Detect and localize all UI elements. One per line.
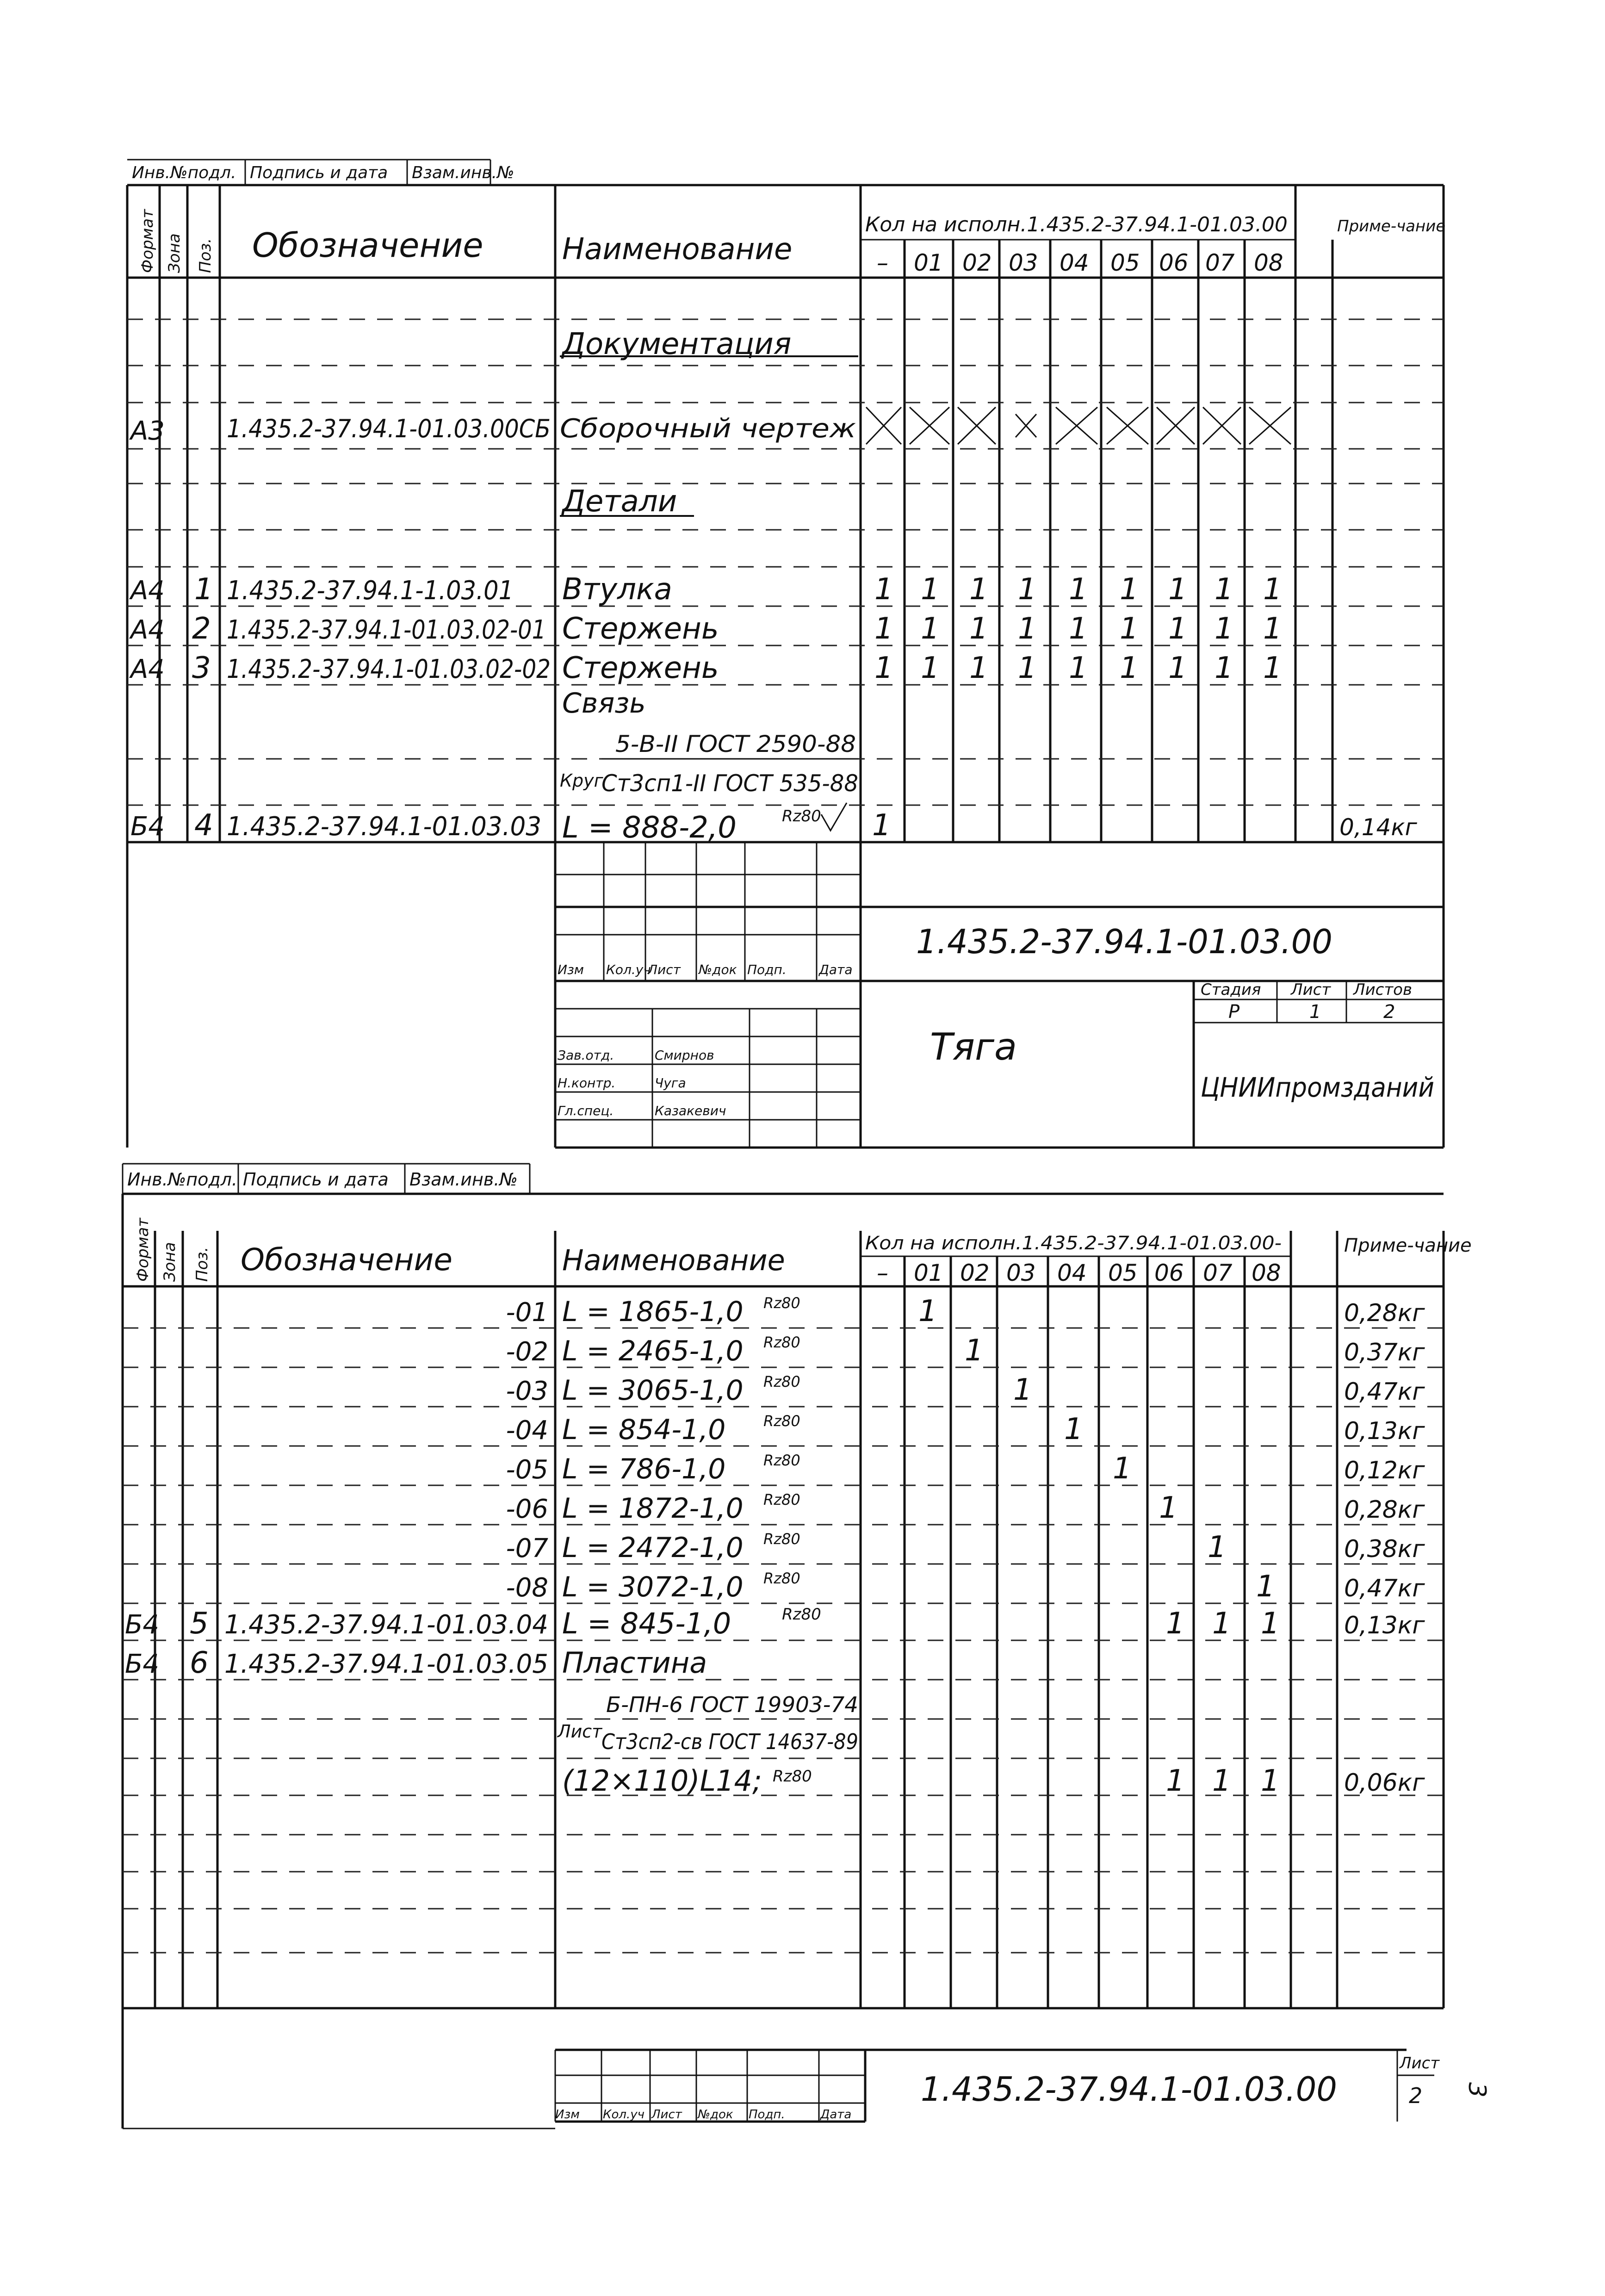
tb-col-ndoc: №док <box>699 962 737 977</box>
row5-rz: Rz80 <box>782 1605 821 1624</box>
row1-pos: 1 <box>194 572 213 607</box>
variant-designation: -01 <box>506 1297 548 1328</box>
s2-header-designation: Обозначение <box>241 1242 452 1278</box>
row1-qty-7: 1 <box>1215 572 1233 607</box>
header-qty-title: Кол на исполн.1.435.2-37.94.1-01.03.00 <box>865 213 1288 236</box>
s2-qty-col-7: 07 <box>1203 1260 1233 1286</box>
variant-mass-note: 0,28кг <box>1344 1299 1425 1327</box>
qty-col-4: 04 <box>1060 249 1089 276</box>
row5-qty-07: 1 <box>1212 1607 1231 1641</box>
row5-note: 0,13кг <box>1344 1612 1425 1639</box>
link-format: Б4 <box>130 812 165 842</box>
row3-qty-5: 1 <box>1120 651 1139 685</box>
tb-col-podp: Подп. <box>747 962 787 977</box>
tb-person-2: Чуга <box>655 1075 686 1091</box>
s2-qty-col-2: 02 <box>960 1260 990 1286</box>
variant-qty: 1 <box>1013 1373 1032 1407</box>
row1-qty-3: 1 <box>1018 572 1037 607</box>
link-pos: 4 <box>194 808 213 843</box>
row2-format: А4 <box>130 615 165 645</box>
row3-name: Стержень <box>562 651 719 685</box>
s2-qty-col-0: – <box>877 1260 888 1286</box>
s2-tb-col-date: Дата <box>820 2108 852 2122</box>
row-pos-2 <box>129 612 719 646</box>
row3-qty-6: 1 <box>1168 651 1187 685</box>
variant-length: L = 2472-1,0 <box>562 1532 744 1564</box>
qty-col-0: – <box>877 249 888 276</box>
row3-qty-8: 1 <box>1263 651 1282 685</box>
row2-qty-2: 1 <box>969 612 988 646</box>
tb-sheets-label: Листов <box>1353 980 1413 999</box>
row2-qty-8: 1 <box>1263 612 1282 646</box>
row6-qty-07: 1 <box>1212 1764 1231 1798</box>
row2-qty-1: 1 <box>921 612 940 646</box>
row3-pos: 3 <box>192 651 211 685</box>
row5-format: Б4 <box>125 1610 160 1640</box>
header-note: Приме-чание <box>1337 217 1446 236</box>
s2-title-code: 1.435.2-37.94.1-01.03.00 <box>921 2070 1337 2109</box>
tb-col-date: Дата <box>819 962 853 977</box>
header-name: Наименование <box>562 232 793 267</box>
variant-mass-note: 0,38кг <box>1344 1535 1425 1563</box>
s2-qty-col-8: 08 <box>1252 1260 1281 1286</box>
variant-qty: 1 <box>1113 1452 1132 1486</box>
tb-col-list: Лист <box>648 962 681 977</box>
variant-mass-note: 0,37кг <box>1344 1339 1425 1366</box>
assembly-cross-marks <box>866 407 1291 444</box>
row1-qty-2: 1 <box>969 572 988 607</box>
row5-designation: 1.435.2-37.94.1-01.03.04 <box>224 1610 548 1640</box>
stamp-replace-label: Взам.инв.№ <box>412 163 514 182</box>
header-zone: Зона <box>165 233 184 273</box>
link-rz: Rz80 <box>782 807 821 825</box>
link-designation: 1.435.2-37.94.1-01.03.03 <box>227 812 541 842</box>
link-material-line2: Ст3сп1-II ГОСТ 535-88 <box>601 770 858 797</box>
s2-qty-col-1: 01 <box>914 1260 943 1286</box>
variant-qty: 1 <box>1208 1530 1227 1564</box>
tb-role-3: Гл.спец. <box>558 1103 614 1118</box>
variant-qty: 1 <box>1064 1412 1083 1446</box>
link-material-line1: 5-В-II ГОСТ 2590-88 <box>615 731 856 757</box>
qty-col-7: 07 <box>1205 249 1235 276</box>
row1-qty-0: 1 <box>874 572 893 607</box>
tb-person-1: Смирнов <box>655 1048 714 1063</box>
link-name: L = 888-2,0 <box>562 811 737 845</box>
tb-stage: Р <box>1228 1001 1240 1023</box>
row6-qty-08: 1 <box>1261 1764 1280 1798</box>
row1-qty-6: 1 <box>1168 572 1187 607</box>
variant-rz: Rz80 <box>763 1373 800 1390</box>
variant-qty: 1 <box>918 1294 937 1328</box>
s2-tb-sheet: 2 <box>1409 2083 1423 2108</box>
tb-stage-label: Стадия <box>1201 980 1261 999</box>
row2-qty-0: 1 <box>874 612 893 646</box>
variant-mass-note: 0,13кг <box>1344 1417 1425 1445</box>
variant-qty: 1 <box>1159 1491 1178 1525</box>
s2-tb-sheet-label: Лист <box>1400 2054 1440 2073</box>
variant-designation: -07 <box>506 1533 548 1564</box>
tb-role-2: Н.контр. <box>558 1075 616 1091</box>
tb-col-kol: Кол.уч <box>606 962 651 977</box>
title-name: Тяга <box>930 1025 1017 1068</box>
s2-header-zone: Зона <box>161 1242 179 1282</box>
row6-size: (12×110)L14; <box>562 1764 762 1798</box>
row2-qty-3: 1 <box>1018 612 1037 646</box>
variant-mass-note: 0,47кг <box>1344 1575 1425 1602</box>
row2-pos: 2 <box>192 612 211 646</box>
s2-stamp-inv-no: Инв.№подл. <box>127 1169 238 1190</box>
row6-designation: 1.435.2-37.94.1-01.03.05 <box>224 1649 548 1679</box>
row3-qty-2: 1 <box>969 651 988 685</box>
stamp-signature-label: Подпись и дата <box>250 163 388 182</box>
s2-tb-col-ndoc: №док <box>698 2108 733 2122</box>
tb-role-1: Зав.отд. <box>558 1048 614 1063</box>
variant-rz: Rz80 <box>763 1530 800 1548</box>
variant-designation: -08 <box>506 1573 548 1603</box>
row1-designation: 1.435.2-37.94.1-1.03.01 <box>227 576 514 606</box>
row2-qty-6: 1 <box>1168 612 1187 646</box>
assembly-format: А3 <box>130 416 165 446</box>
s2-tb-col-izm: Изм <box>555 2108 580 2122</box>
variant-length: L = 786-1,0 <box>562 1453 726 1485</box>
s2-row-pos-6 <box>125 1646 1425 1798</box>
link-qty0: 1 <box>872 808 891 843</box>
s2-header-format: Формат <box>134 1218 152 1282</box>
variant-rz: Rz80 <box>763 1491 800 1508</box>
row2-designation: 1.435.2-37.94.1-01.03.02-01 <box>227 615 546 645</box>
qty-col-6: 06 <box>1159 249 1189 276</box>
title-code: 1.435.2-37.94.1-01.03.00 <box>916 922 1332 961</box>
page-number: 3 <box>1463 2082 1491 2098</box>
row6-format: Б4 <box>125 1649 160 1679</box>
variant-length: L = 3072-1,0 <box>562 1571 744 1603</box>
row6-material-line2: Ст3сп2-св ГОСТ 14637-89 <box>601 1729 858 1754</box>
row6-pos: 6 <box>190 1646 209 1680</box>
row3-format: А4 <box>130 654 165 684</box>
section-details: Детали <box>562 484 677 519</box>
row1-format: А4 <box>130 576 165 606</box>
assembly-designation: 1.435.2-37.94.1-01.03.00СБ <box>227 414 551 443</box>
s2-header-name: Наименование <box>562 1243 785 1277</box>
row1-qty-4: 1 <box>1069 572 1088 607</box>
row6-note: 0,06кг <box>1344 1769 1425 1797</box>
variant-designation: -04 <box>506 1415 548 1446</box>
tb-col-izm: Изм <box>558 962 584 977</box>
variant-mass-note: 0,12кг <box>1344 1457 1425 1484</box>
row5-qty-06: 1 <box>1166 1607 1185 1641</box>
s2-tb-col-kol: Кол.уч <box>603 2108 644 2122</box>
header-format: Формат <box>138 209 157 273</box>
header-pos: Поз. <box>196 238 215 273</box>
section-documentation: Документация <box>562 327 792 361</box>
qty-column-headers <box>877 249 1283 276</box>
row1-qty-1: 1 <box>921 572 940 607</box>
qty-col-8: 08 <box>1254 249 1283 276</box>
title-org: ЦНИИпромзданий <box>1201 1072 1434 1103</box>
s2-qty-col-3: 03 <box>1006 1260 1036 1286</box>
row5-qty-08: 1 <box>1261 1607 1280 1641</box>
row5-name: L = 845-1,0 <box>562 1607 731 1640</box>
variant-rz: Rz80 <box>763 1294 800 1312</box>
row5-pos: 5 <box>190 1607 209 1641</box>
s2-tb-col-podp: Подп. <box>749 2108 785 2122</box>
roughness-mark-icon <box>821 803 847 831</box>
row3-qty-0: 1 <box>874 651 893 685</box>
sheet-2-drawing <box>0 1157 1605 2290</box>
row2-qty-4: 1 <box>1069 612 1088 646</box>
tb-sheet-label: Лист <box>1291 980 1331 999</box>
s2-stamp-replace: Взам.инв.№ <box>409 1169 518 1190</box>
tb-sheets: 2 <box>1383 1001 1395 1023</box>
variant-rz: Rz80 <box>763 1412 800 1430</box>
variant-designation: -02 <box>506 1337 548 1367</box>
variant-length: L = 1865-1,0 <box>562 1296 744 1328</box>
link-material-prefix: Круг <box>560 770 603 791</box>
variant-length: L = 1872-1,0 <box>562 1492 744 1525</box>
variant-designation: -05 <box>506 1455 548 1485</box>
assembly-name: Сборочный чертеж <box>560 414 856 444</box>
qty-col-2: 02 <box>962 249 992 276</box>
row-pos-3 <box>129 651 719 685</box>
s2-stamp-signature: Подпись и дата <box>243 1169 389 1190</box>
stamp-inv-no-label: Инв.№подл. <box>132 163 236 182</box>
variant-rz: Rz80 <box>763 1452 800 1469</box>
s2-variant-rows <box>506 1294 1425 1604</box>
row2-qty-7: 1 <box>1215 612 1233 646</box>
row3-qty-7: 1 <box>1215 651 1233 685</box>
variant-qty: 1 <box>1256 1570 1275 1604</box>
s2-row-pos-5 <box>125 1605 1425 1641</box>
variant-length: L = 3065-1,0 <box>562 1374 744 1407</box>
row1-name: Втулка <box>562 572 672 607</box>
link-label: Связь <box>562 687 646 720</box>
sheet1-qty-cells <box>874 572 1282 685</box>
row-pos-1 <box>129 572 672 607</box>
row3-qty-3: 1 <box>1018 651 1037 685</box>
row6-material-line1: Б-ПН-6 ГОСТ 19903-74 <box>606 1692 858 1717</box>
variant-rz: Rz80 <box>763 1334 800 1351</box>
s2-qty-col-4: 04 <box>1057 1260 1087 1286</box>
qty-col-5: 05 <box>1110 249 1140 276</box>
s2-qty-col-6: 06 <box>1154 1260 1184 1286</box>
tb-sheet: 1 <box>1309 1001 1321 1023</box>
row3-designation: 1.435.2-37.94.1-01.03.02-02 <box>227 654 551 684</box>
qty-col-1: 01 <box>914 249 943 276</box>
variant-mass-note: 0,47кг <box>1344 1378 1425 1406</box>
row1-qty-5: 1 <box>1120 572 1139 607</box>
s2-header-qty-title: Кол на исполн.1.435.2-37.94.1-01.03.00- <box>865 1233 1282 1254</box>
row3-qty-1: 1 <box>921 651 940 685</box>
s2-tb-col-list: Лист <box>651 2108 682 2122</box>
row6-name: Пластина <box>562 1646 707 1680</box>
row1-qty-8: 1 <box>1263 572 1282 607</box>
variant-qty: 1 <box>965 1334 984 1368</box>
s2-qty-col-5: 05 <box>1108 1260 1138 1286</box>
variant-rz: Rz80 <box>763 1570 800 1587</box>
link-note: 0,14кг <box>1339 814 1417 841</box>
s2-header-pos: Поз. <box>193 1247 211 1282</box>
variant-length: L = 2465-1,0 <box>562 1335 744 1367</box>
row6-material-prefix: Лист <box>558 1721 602 1742</box>
variant-designation: -06 <box>506 1494 548 1524</box>
variant-mass-note: 0,28кг <box>1344 1496 1425 1524</box>
row6-rz: Rz80 <box>773 1767 812 1786</box>
variant-length: L = 854-1,0 <box>562 1414 726 1446</box>
row2-name: Стержень <box>562 612 719 646</box>
row2-qty-5: 1 <box>1120 612 1139 646</box>
s2-qty-column-headers <box>877 1260 1281 1286</box>
row6-qty-06: 1 <box>1166 1764 1185 1798</box>
header-designation: Обозначение <box>252 226 483 265</box>
spec-sheet-2 <box>0 1157 1605 2290</box>
row3-qty-4: 1 <box>1069 651 1088 685</box>
variant-designation: -03 <box>506 1376 548 1406</box>
tb-person-3: Казакевич <box>655 1103 726 1118</box>
qty-col-3: 03 <box>1009 249 1038 276</box>
s2-header-note: Приме-чание <box>1344 1235 1472 1256</box>
